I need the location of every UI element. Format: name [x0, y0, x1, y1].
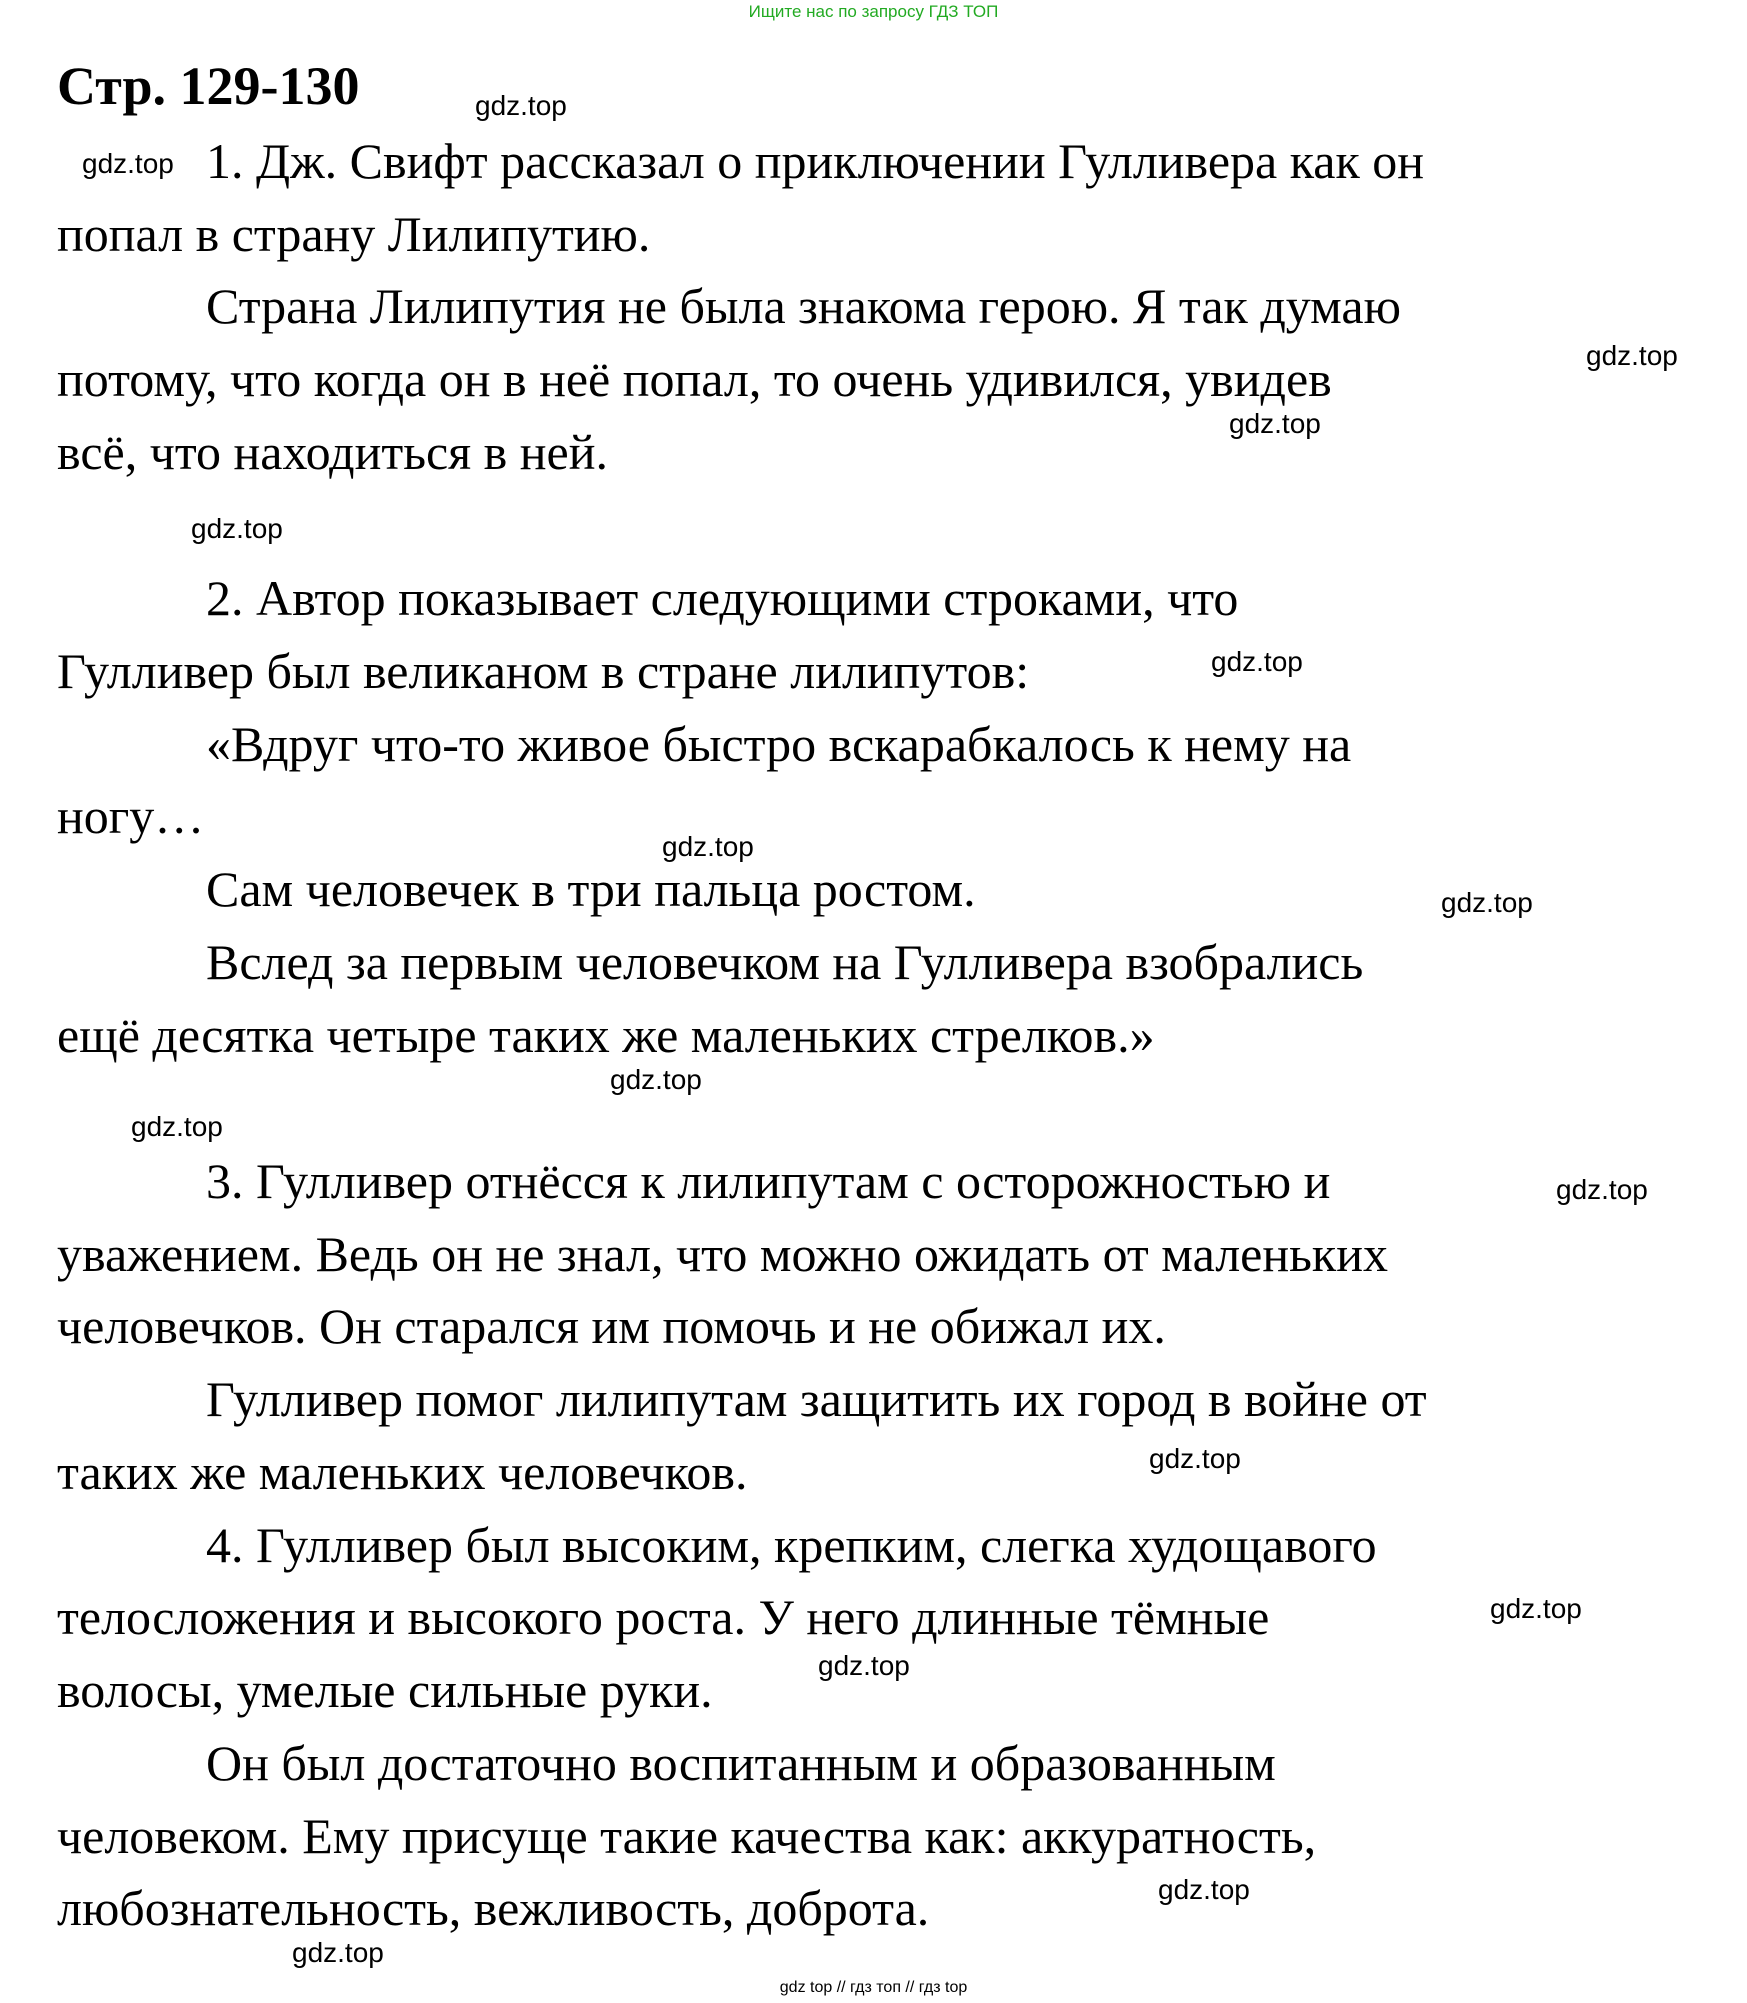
watermark: gdz.top [610, 1064, 702, 1095]
watermark: gdz.top [292, 1937, 384, 1968]
text-line: всё, что находиться в ней. [57, 424, 609, 480]
text-line: ещё десятка четыре таких же маленьких стрелков.» [57, 1007, 1155, 1063]
text-line: 4. Гулливер был высоким, крепким, слегка худощавого [206, 1517, 1377, 1573]
text-line: уважением. Ведь он не знал, что можно ожидать от маленьких [57, 1226, 1388, 1282]
watermark: gdz.top [1556, 1174, 1648, 1205]
text-line: Сам человечек в три пальца ростом. [206, 861, 976, 917]
text-line: таких же маленьких человечков. [57, 1444, 748, 1500]
text-line: человечков. Он старался им помочь и не обижал их. [57, 1298, 1166, 1354]
text-line: 2. Автор показывает следующими строками, что [206, 570, 1239, 626]
text-line: ногу… [57, 788, 205, 844]
watermark: gdz.top [662, 831, 754, 862]
text-line: 3. Гулливер отнёсся к лилипутам с осторожностью и [206, 1153, 1331, 1209]
text-line: «Вдруг что-то живое быстро вскарабкалось к нему на [206, 716, 1352, 772]
text-line: потому, что когда он в неё попал, то очень удивился, увидев [57, 351, 1332, 407]
text-line: Гулливер помог лилипутам защитить их город в войне от [206, 1371, 1427, 1427]
text-line: человеком. Ему присуще такие качества как: аккуратность, [57, 1808, 1317, 1864]
text-line: Вслед за первым человечком на Гулливера взобрались [206, 934, 1364, 990]
watermark: gdz.top [1158, 1874, 1250, 1905]
watermark: gdz.top [818, 1650, 910, 1681]
watermark: gdz.top [1211, 646, 1303, 677]
search-hint: Ищите нас по запросу ГДЗ ТОП [748, 2, 999, 21]
text-line: Страна Лилипутия не была знакома герою. Я так думаю [206, 278, 1401, 334]
watermark: gdz.top [82, 148, 174, 179]
watermark: gdz.top [1229, 408, 1321, 439]
watermark: gdz.top [475, 90, 567, 121]
text-line: Он был достаточно воспитанным и образованным [206, 1735, 1276, 1791]
watermark: gdz.top [191, 513, 283, 544]
text-line: попал в страну Лилипутию. [57, 206, 651, 262]
watermark: gdz.top [1490, 1593, 1582, 1624]
text-line: волосы, умелые сильные руки. [57, 1662, 713, 1718]
watermark: gdz.top [1441, 887, 1533, 918]
text-line: Гулливер был великаном в стране лилипутов: [57, 643, 1030, 699]
text-line: любознательность, вежливость, доброта. [57, 1880, 930, 1936]
watermark: gdz.top [1586, 340, 1678, 371]
footer-note: gdz top // гдз топ // гдз top [779, 1979, 968, 1996]
watermark: gdz.top [131, 1111, 223, 1142]
page-title: Стр. 129-130 [57, 56, 360, 116]
watermark: gdz.top [1149, 1443, 1241, 1474]
text-line: телосложения и высокого роста. У него длинные тёмные [57, 1589, 1270, 1645]
text-line: 1. Дж. Свифт рассказал о приключении Гулливера как он [206, 133, 1425, 189]
